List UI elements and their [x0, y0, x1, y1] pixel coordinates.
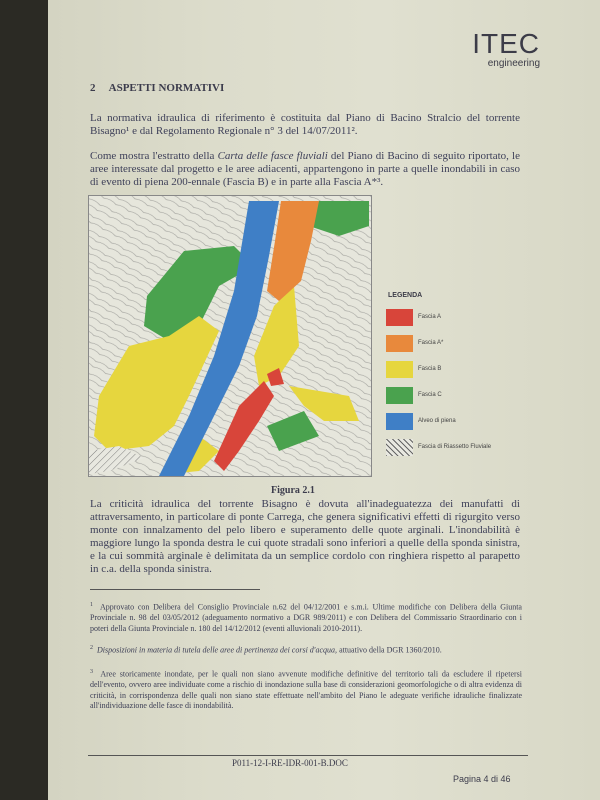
paragraph-normativa: La normativa idraulica di riferimento è costituita dal Piano di Bacino Stralcio del torrente Bisagno¹ e dal Regolamento Regionale n° 3 del 14/07/2011².	[90, 112, 520, 137]
legend-item	[378, 387, 518, 413]
footer-rule	[88, 755, 528, 756]
legend-swatch	[386, 387, 413, 404]
legend-label: Fascia B	[418, 366, 442, 372]
logo-subtitle: engineering	[487, 58, 540, 69]
fasce-fluviali-map	[88, 195, 372, 477]
map-legend	[378, 292, 518, 465]
legend-label: Fascia di Riassetto Fluviale	[418, 444, 492, 450]
paragraph-text-after: del Piano di Bacino di seguito riportato, le aree interessate dal progetto e le aree adiacenti, appartengono in parte a quelle inondabili in caso di evento di piena 200-ennale (Fascia B) e in parte alla Fascia A*³.	[90, 150, 520, 188]
paragraph-italic-title: Carta delle fasce fluviali	[217, 150, 328, 162]
footnote-1	[90, 600, 522, 634]
legend-label: Fascia C	[418, 392, 442, 398]
legend-label: Alveo di piena	[418, 418, 456, 424]
section-heading: 2 ASPETTI NORMATIVI	[90, 82, 225, 94]
paragraph-text-before: Come mostra l'estratto della	[90, 150, 218, 162]
legend-item	[378, 335, 518, 361]
paragraph-carta-fasce	[90, 150, 520, 189]
legend-swatch	[386, 335, 413, 352]
footnote-italic-title: Disposizioni in materia di tutela delle aree di pertinenza dei corsi d'acqua,	[97, 645, 338, 655]
logo-wordmark: ITEC	[472, 28, 540, 59]
legend-swatch	[386, 309, 413, 326]
legend-swatch-hatched	[386, 439, 413, 456]
legend-label: Fascia A*	[418, 340, 444, 346]
footnote-mark: 1	[90, 602, 93, 608]
document-page	[48, 0, 600, 800]
legend-item	[378, 361, 518, 387]
figure-caption: Figura 2.1	[271, 485, 315, 496]
footnote-2	[90, 643, 522, 656]
legend-label: Fascia A	[418, 314, 442, 320]
company-logo	[440, 30, 540, 69]
legend-item	[378, 413, 518, 439]
legend-swatch	[386, 413, 413, 430]
footnote-text: attuativo della DGR 1360/2010.	[337, 645, 442, 655]
legend-item	[378, 309, 518, 335]
page-number: Pagina 4 di 46	[453, 774, 511, 784]
footnote-text: Aree storicamente inondate, per le quali non siano avvenute modifiche definitive del territorio tali da escludere il ripetersi dell'evento, ovvero aree individuate come a rischio di inondazione sulla base di considerazioni geomorfologiche o di altra evidenza di criticità, in corrispondenza delle quali non siano state effettuate nell'ambito del Piano le adeguate verifiche idrauliche finalizzate all'individuazione delle fasce di inondabilità.	[90, 669, 522, 711]
footnote-mark: 3	[90, 669, 93, 675]
legend-title: LEGENDA	[388, 292, 423, 299]
footnote-separator	[90, 589, 260, 590]
legend-item	[378, 439, 518, 465]
paragraph-criticita: La criticità idraulica del torrente Bisagno è dovuta all'inadeguatezza dei manufatti di attraversamento, in particolare di ponte Carrega, che genera significativi effetti di rigurgito verso monte con innalzamento del pelo libero e superamento delle quote arginali. L'inondabilità è maggiore lungo la sponda destra le cui quote stradali sono inferiori a quelle della sponda sinistra, e la cui sommità arginale è delimitata da un semplice cordolo con ringhiera rispetto al parapetto in c.a. della sponda sinistra.	[90, 498, 520, 575]
footnote-3	[90, 667, 522, 712]
document-code: P011-12-I-RE-IDR-001-B.DOC	[232, 758, 348, 768]
footnote-text: Approvato con Delibera del Consiglio Provinciale n.62 del 04/12/2001 e s.m.i. Ultime modifiche con Delibera della Giunta Provinciale n. 98 del 03/05/2012 (adeguamento normativo a DGR 989/2011) e con Delibera del Commissario Straordinario con i poteri della Giunta Provinciale n. 180 del 14/12/2012 (eventi alluvionali 2010-2011).	[90, 602, 522, 633]
legend-swatch	[386, 361, 413, 378]
background-edge	[0, 0, 48, 800]
footnote-mark: 2	[90, 645, 93, 651]
